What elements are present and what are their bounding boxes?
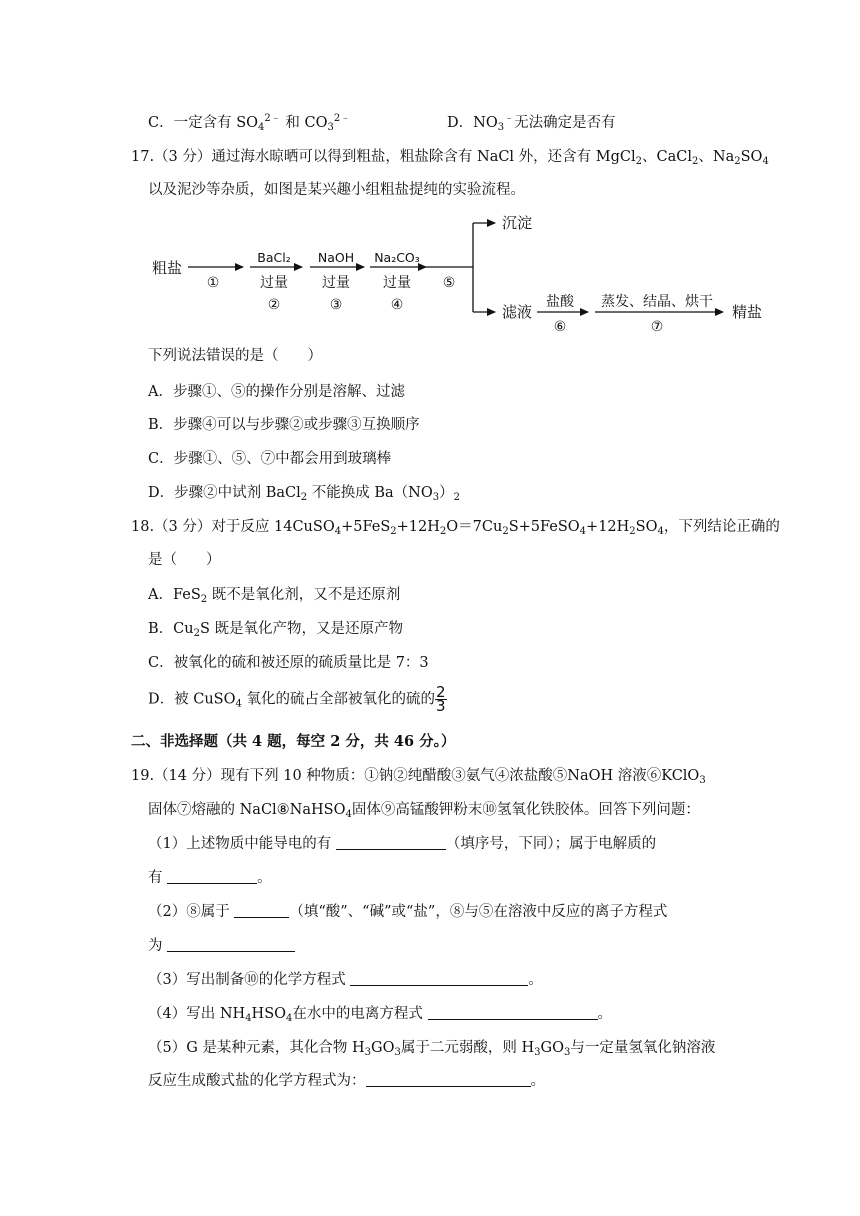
q19-part1-line2: 有 。 xyxy=(148,870,272,886)
q18-option-d: D．被 CuSO$_4$ 氧化的硫占全部被氧化的硫的 $\frac{2}{3}$ xyxy=(148,683,446,715)
flow-step-2: ② xyxy=(267,297,281,313)
answer-blank[interactable] xyxy=(428,1005,598,1020)
q17-option-a: A．步骤①、⑤的操作分别是溶解、过滤 xyxy=(148,384,405,400)
flow-step-1: ① xyxy=(206,275,220,291)
flow-reagent-6: 盐酸 xyxy=(546,294,574,310)
flow-filtrate-label: 滤液 xyxy=(502,303,533,321)
q18-option-c: C．被氧化的硫和被还原的硫质量比是 7：3 xyxy=(148,655,429,671)
flow-step-4: ④ xyxy=(390,297,404,313)
flow-reagent-2: BaCl₂ xyxy=(257,250,291,265)
flow-step-7: ⑦ xyxy=(650,319,664,335)
q19-part5-line2: 反应生成酸式盐的化学方程式为： 。 xyxy=(148,1073,545,1089)
q18-stem-line2: 是（ ） xyxy=(148,552,221,568)
answer-blank[interactable] xyxy=(350,971,528,986)
q19-part2-line2: 为 xyxy=(148,936,295,956)
q17-question: 下列说法错误的是（ ） xyxy=(148,348,322,364)
answer-blank[interactable] xyxy=(336,835,446,850)
flow-end-label: 精盐 xyxy=(732,303,763,321)
answer-blank[interactable] xyxy=(366,1072,531,1087)
flow-excess-3: 过量 xyxy=(322,275,350,291)
q19-stem-line1: 19.（14 分）现有下列 10 种物质：①钠②纯醋酸③氨气④浓盐酸⑤NaOH 溶液⑥KClO$_3$ xyxy=(131,768,706,786)
q19-part1-line1: （1）上述物质中能导电的有 （填序号，下同）；属于电解质的 xyxy=(148,836,657,852)
flow-start-label: 粗盐 xyxy=(152,259,183,277)
flow-excess-2: 过量 xyxy=(260,275,288,291)
q17-stem-line1: 17.（3 分）通过海水晾晒可以得到粗盐，粗盐除含有 NaCl 外，还含有 MgCl$_2$、CaCl$_2$、$Na_2SO_4$ xyxy=(131,149,769,167)
q16-option-c: C．一定含有 $SO_4^{2﹣}$ 和 $CO_3^{2﹣}$ xyxy=(148,113,351,133)
flow-step-5: ⑤ xyxy=(442,275,456,291)
q17-option-b: B．步骤④可以与步骤②或步骤③互换顺序 xyxy=(148,417,420,433)
q18-stem-line1: 18.（3 分）对于反应 $14CuSO_4+5FeS_2+12H_2O=7Cu_2S+5FeSO_4+12H_2SO_4$，下列结论正确的 xyxy=(131,519,780,537)
q17-flow-diagram xyxy=(140,205,780,345)
fraction-two-thirds: $\frac{2}{3}$ xyxy=(435,683,446,715)
q16-option-d: D．$NO_3^﹣$无法确定是否有 xyxy=(447,113,616,133)
q19-part5-line1: （5）G 是某种元素，其化合物 $H_3GO_3$属于二元弱酸，则 $H_3GO_3$与一定量氢氧化钠溶液 xyxy=(148,1040,716,1058)
flow-reagent-4: Na₂CO₃ xyxy=(374,250,420,265)
q17-option-c: C．步骤①、⑤、⑦中都会用到玻璃棒 xyxy=(148,451,392,467)
flow-step-6: ⑥ xyxy=(553,319,567,335)
flow-reagent-3: NaOH xyxy=(317,250,355,265)
q19-part4: （4）写出 $NH_4HSO_4$在水中的电离方程式 。 xyxy=(148,1006,612,1024)
q19-part3: （3）写出制备⑩的化学方程式 。 xyxy=(148,972,543,988)
answer-blank[interactable] xyxy=(234,903,289,918)
section-heading-non-choice: 二、非选择题（共 4 题，每空 2 分，共 46 分。） xyxy=(131,733,456,750)
flow-step-3: ③ xyxy=(329,297,343,313)
answer-blank[interactable] xyxy=(167,937,295,952)
flow-reagent-7: 蒸发、结晶、烘干 xyxy=(601,294,713,310)
flow-precipitate-label: 沉淀 xyxy=(502,214,533,232)
flow-excess-4: 过量 xyxy=(383,275,411,291)
q19-part2-line1: （2）⑧属于 （填“酸”、“碱”或“盐”，⑧与⑤在溶液中反应的离子方程式 xyxy=(148,904,668,920)
q17-option-d: D．步骤②中试剂 BaCl$_2$ 不能换成 $Ba(NO_3)_2$ xyxy=(148,485,460,503)
q18-option-b: B．$Cu_2S$ 既是氧化产物，又是还原产物 xyxy=(148,621,404,639)
q17-stem-line2: 以及泥沙等杂质，如图是某兴趣小组粗盐提纯的实验流程。 xyxy=(148,182,525,198)
answer-blank[interactable] xyxy=(167,869,257,884)
q19-stem-line2: 固体⑦熔融的 NaCl⑧NaHSO$_4$固体⑨高锰酸钾粉末⑩氢氧化铁胶体。回答下列问题： xyxy=(148,802,700,820)
q18-option-a: A．FeS$_2$ 既不是氧化剂，又不是还原剂 xyxy=(148,587,401,605)
